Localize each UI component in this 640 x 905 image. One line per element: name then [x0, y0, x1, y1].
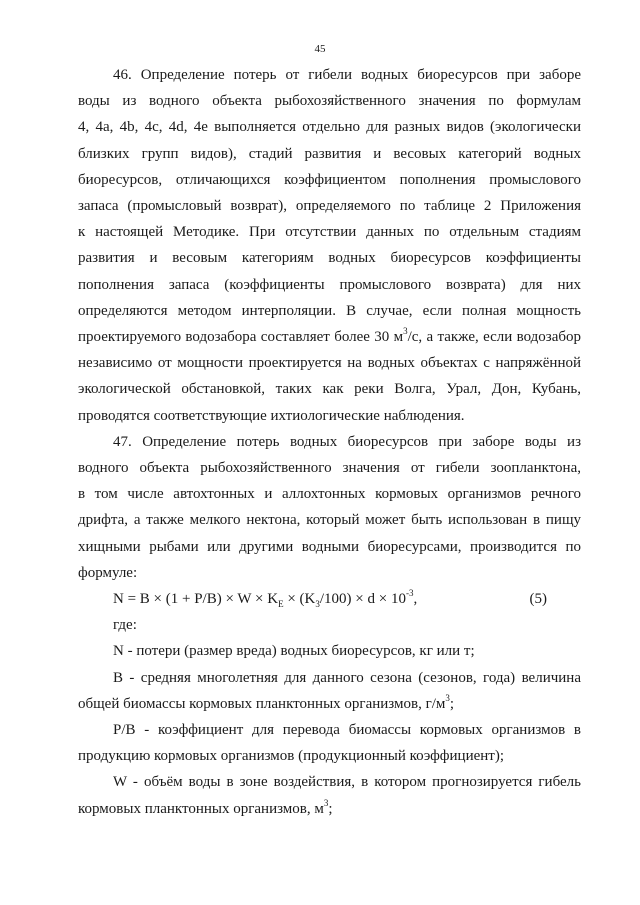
definition-pb-cont: продукцию кормовых организмов (продукционный коэффициент); [78, 748, 504, 765]
text-line: проводятся соответствующие ихтиологические наблюдения. [78, 407, 465, 424]
formula-part: , [413, 591, 418, 608]
text-line: биоресурсов, отличающихся коэффициентом пополнения промыслового [78, 171, 581, 188]
formula-5 [78, 586, 581, 612]
text-line: формуле: [78, 564, 138, 581]
text-line: близких групп видов), стадий развития и весовых категорий водных [78, 145, 581, 162]
subscript: 3 [315, 599, 320, 610]
superscript: 3 [323, 797, 329, 808]
definition-b-cont [78, 691, 581, 717]
text-line: хищными рыбами или другими водными биоресурсами, производится по [78, 538, 581, 555]
text-line: 4, 4a, 4b, 4c, 4d, 4e выполняется отдельно для разных видов (экологически [78, 119, 581, 136]
body-text [78, 62, 581, 822]
text-line: дрифта, а также мелкого нектона, который может быть использован в пищу [78, 512, 581, 529]
formula-part: × (K [283, 591, 316, 608]
text-line: пополнения запаса (коэффициенты промыслового возврата) для них [78, 276, 581, 293]
definition-w: W - объём воды в зоне воздействия, в котором прогнозируется гибель [113, 774, 581, 791]
line-head: кормовых планктонных организмов, м [78, 800, 324, 817]
text-line: экологической обстановкой, таких как реки Волга, Урал, Дон, Кубань, [78, 381, 581, 398]
paragraph-47 [78, 429, 581, 586]
line-head: общей биомассы кормовых планктонных организмов, г/м [78, 695, 446, 712]
text-line: 47. Определение потерь водных биоресурсов при заборе воды из [113, 433, 581, 450]
superscript: -3 [405, 588, 414, 599]
text-line: 46. Определение потерь от гибели водных биоресурсов при заборе [113, 67, 581, 83]
definition-n: N - потери (размер вреда) водных биоресурсов, кг или т; [113, 643, 475, 660]
text-line: в том числе автохтонных и аллохтонных кормовых организмов речного [78, 486, 581, 503]
definitions [78, 638, 581, 821]
paragraph-46 [78, 62, 581, 429]
formula-expression [113, 586, 417, 612]
text-line: независимо от мощности проектируется на водных объектах с напряжённой [78, 355, 581, 372]
line-tail: ; [449, 695, 455, 712]
text-line: развития и весовым категориям водных биоресурсов коэффициенты [78, 250, 581, 267]
formula-number: (5) [529, 591, 547, 608]
definition-w-cont [78, 796, 581, 822]
definition-b: B - средняя многолетняя для данного сезона (сезонов, года) величина [113, 669, 581, 686]
text-line: водного объекта рыбохозяйственного значения от гибели зоопланктона, [78, 460, 581, 477]
definition-pb: P/B - коэффициент для перевода биомассы кормовых организмов в [113, 722, 581, 739]
line-tail: ; [328, 800, 333, 817]
superscript: 3 [445, 692, 450, 703]
formula-part: /100) × d × 10 [319, 591, 406, 608]
superscript: 3 [403, 326, 408, 337]
line-tail: /с, а также, если водозабор [407, 329, 581, 346]
where-label: где: [113, 617, 137, 634]
text-line: воды из водного объекта рыбохозяйственного значения по формулам [78, 93, 581, 110]
text-line [78, 324, 581, 350]
line-head: проектируемого водозабора составляет более 30 м [78, 329, 404, 346]
text-line: определяются методом интерполяции. В случае, если полная мощность [78, 302, 581, 319]
text-line: к настоящей Методике. При отсутствии данных по отдельным стадиям [78, 224, 581, 241]
subscript: E [278, 599, 284, 610]
text-line: запаса (промысловый возврат), определяемого по таблице 2 Приложения [78, 198, 581, 215]
page-number: 45 [314, 43, 326, 55]
formula-part: N = B × (1 + P/B) × W × K [113, 591, 279, 608]
